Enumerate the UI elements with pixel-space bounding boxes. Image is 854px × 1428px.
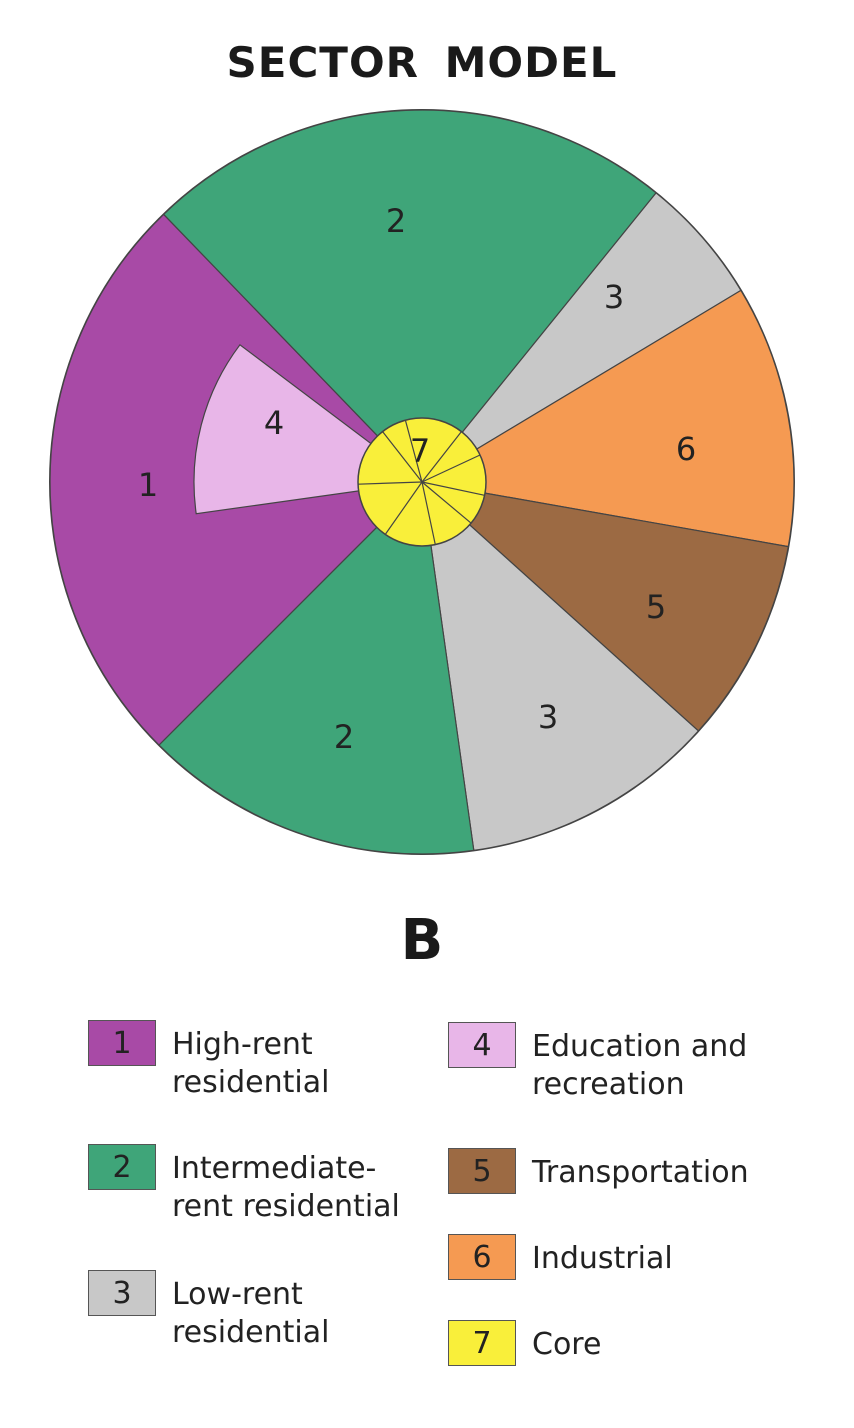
legend-swatch-4: 4 bbox=[448, 1022, 516, 1068]
sector-label-2-bottom: 2 bbox=[333, 718, 355, 756]
legend-label-5: Transportation bbox=[532, 1155, 749, 1190]
legend-swatch-2: 2 bbox=[88, 1144, 156, 1190]
legend-swatch-7: 7 bbox=[448, 1320, 516, 1366]
sector-label-5: 5 bbox=[645, 588, 667, 626]
legend-swatch-3: 3 bbox=[88, 1270, 156, 1316]
legend-label-7: Core bbox=[532, 1327, 602, 1362]
sector-label-3-top: 3 bbox=[603, 278, 625, 316]
sector-label-1: 1 bbox=[137, 466, 159, 504]
sector-label-3-bottom: 3 bbox=[537, 698, 559, 736]
legend-label-2: Intermediate- rent residential bbox=[172, 1151, 400, 1224]
legend-label-4: Education and recreation bbox=[532, 1029, 748, 1102]
legend-swatch-1: 1 bbox=[88, 1020, 156, 1066]
legend-swatch-5: 5 bbox=[448, 1148, 516, 1194]
legend-label-3: Low-rent residential bbox=[172, 1277, 330, 1350]
legend-swatch-6: 6 bbox=[448, 1234, 516, 1280]
sector-label-4: 4 bbox=[263, 404, 285, 442]
panel-letter: B bbox=[400, 908, 444, 973]
sector-label-2-top: 2 bbox=[385, 202, 407, 240]
diagram-title: SECTOR MODEL bbox=[226, 38, 618, 87]
legend-label-1: High-rent residential bbox=[172, 1027, 330, 1100]
legend-label-6: Industrial bbox=[532, 1241, 673, 1276]
sector-label-6: 6 bbox=[675, 430, 697, 468]
core-label-7: 7 bbox=[409, 432, 431, 470]
